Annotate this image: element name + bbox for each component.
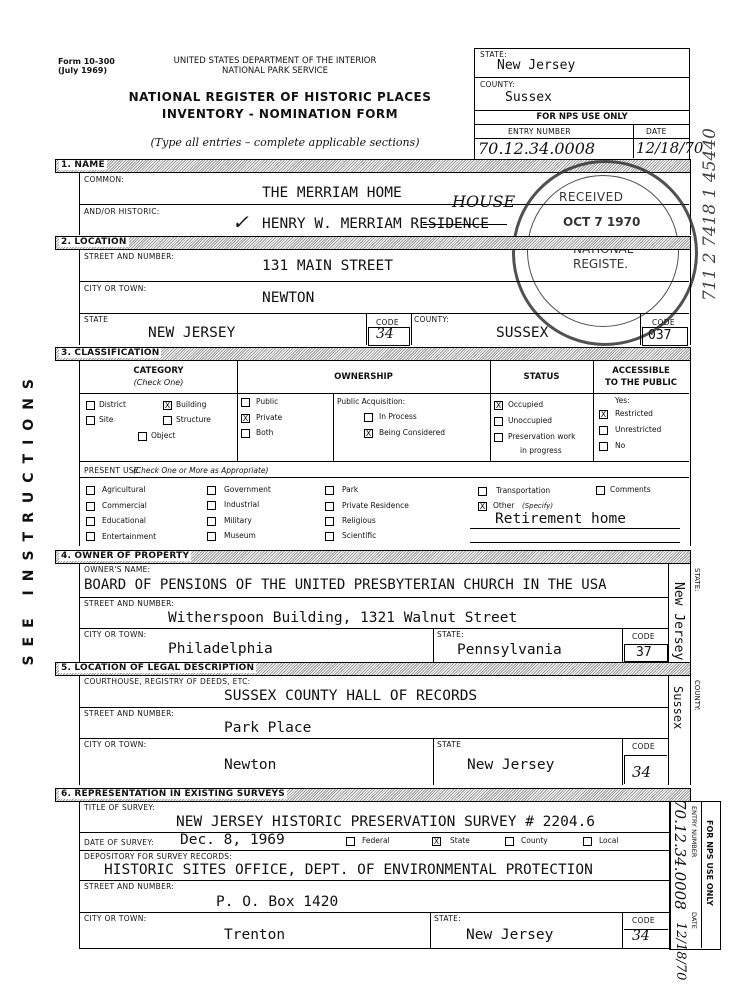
margin-handwriting: 711 2 7418 1 45440 — [700, 128, 720, 302]
survey-street-value: P. O. Box 1420 — [216, 894, 339, 910]
access-no-checkbox[interactable] — [599, 442, 608, 451]
owner-street-label: STREET AND NUMBER: — [84, 599, 175, 608]
use-other-value: Retirement home — [495, 511, 626, 527]
ownership-both-checkbox[interactable] — [241, 429, 250, 438]
accessible-header-2: TO THE PUBLIC — [604, 378, 678, 388]
survey-state-value: New Jersey — [466, 927, 554, 943]
category-site-label: Site — [99, 415, 114, 424]
survey-code-value: 34 — [632, 928, 650, 944]
category-building-checkbox[interactable]: X — [164, 401, 171, 410]
status-header: STATUS — [523, 372, 560, 382]
category-subheader: (Check One) — [133, 378, 184, 387]
use-entertainment-label: Entertainment — [102, 532, 157, 541]
use-religious-checkbox[interactable] — [325, 517, 334, 526]
status-preservation-sub: in progress — [520, 446, 562, 455]
survey-federal-checkbox[interactable] — [346, 837, 355, 846]
use-museum-checkbox[interactable] — [207, 532, 216, 541]
entry-date-value: 12/18/70 — [636, 139, 704, 157]
survey-date-label: DATE OF SURVEY: — [84, 838, 155, 847]
category-district-label: District — [99, 400, 126, 409]
use-other-checkbox[interactable]: X — [479, 502, 486, 511]
top-state-label: STATE: — [480, 50, 507, 59]
access-no-label: No — [615, 441, 626, 450]
legal-code-label: CODE — [632, 742, 655, 751]
acquisition-in-process-checkbox[interactable] — [364, 413, 373, 422]
ownership-private-label: Private — [256, 413, 283, 422]
historic-name-correction: HOUSE — [452, 192, 516, 211]
access-restricted-label: Restricted — [615, 409, 653, 418]
historic-check-mark: ✓ — [232, 210, 249, 234]
owner-code-label: CODE — [632, 632, 655, 641]
location-street-label: STREET AND NUMBER: — [84, 252, 175, 261]
use-entertainment-checkbox[interactable] — [86, 532, 95, 541]
legal-code-value: 34 — [632, 763, 652, 781]
status-unoccupied-label: Unoccupied — [508, 416, 553, 425]
location-state-label: STATE — [84, 315, 109, 324]
owner-code-value: 37 — [636, 645, 652, 660]
category-object-checkbox[interactable] — [138, 432, 147, 441]
legal-side-county-label: COUNTY: — [693, 680, 701, 711]
courthouse-label: COURTHOUSE, REGISTRY OF DEEDS, ETC: — [84, 677, 251, 686]
survey-city-value: Trenton — [224, 927, 286, 943]
entry-number-value: 70.12.34.0008 — [478, 139, 596, 158]
use-other-specify: (Specify) — [522, 502, 554, 510]
location-county-value: SUSSEX — [496, 325, 549, 341]
top-state-value: New Jersey — [497, 58, 576, 73]
use-educational-label: Educational — [102, 516, 147, 525]
use-agricultural-label: Agricultural — [102, 485, 146, 494]
side-entry-value: 70.12.34.0008 — [671, 800, 689, 910]
section-location-header: 2. LOCATION — [55, 236, 691, 250]
entry-number-label: ENTRY NUMBER — [508, 127, 571, 136]
location-county-code-label: CODE — [652, 318, 675, 327]
survey-code-label: CODE — [632, 916, 655, 925]
survey-title-label: TITLE OF SURVEY: — [84, 803, 156, 812]
use-scientific-checkbox[interactable] — [325, 532, 334, 541]
location-county-label: COUNTY: — [414, 315, 450, 324]
historic-name-value: HENRY W. MERRIAM RESIDENCE — [262, 216, 489, 232]
ownership-public-checkbox[interactable] — [241, 398, 250, 407]
ownership-header: OWNERSHIP — [334, 372, 393, 382]
status-preservation-label: Preservation work — [508, 432, 576, 441]
survey-local-label: Local — [599, 836, 619, 845]
present-use-note: (Check One or More as Appropriate) — [133, 466, 269, 475]
category-site-checkbox[interactable] — [86, 416, 95, 425]
use-government-label: Government — [224, 485, 271, 494]
type-instructions: (Type all entries – complete applicable sections) — [150, 136, 420, 149]
see-instructions-label: SEE INSTRUCTIONS — [21, 370, 37, 666]
owner-side-state-value: New Jersey — [671, 582, 686, 661]
legal-state-value: New Jersey — [467, 757, 555, 773]
survey-city-label: CITY OR TOWN: — [84, 914, 147, 923]
top-county-value: Sussex — [505, 90, 552, 105]
depository-value: HISTORIC SITES OFFICE, DEPT. OF ENVIRONMENTAL PROTECTION — [104, 862, 593, 878]
survey-state-label: State — [450, 836, 470, 845]
owner-city-label: CITY OR TOWN: — [84, 630, 147, 639]
ownership-private-checkbox[interactable]: X — [242, 414, 249, 423]
access-unrestricted-checkbox[interactable] — [599, 426, 608, 435]
use-comments-checkbox[interactable] — [596, 486, 605, 495]
public-acquisition-label: Public Acquisition: — [337, 397, 406, 406]
location-state-code-label: CODE — [376, 318, 399, 327]
survey-title-value: NEW JERSEY HISTORIC PRESERVATION SURVEY # 2204.6 — [176, 814, 596, 830]
use-transportation-label: Transportation — [496, 486, 551, 495]
legal-street-label: STREET AND NUMBER: — [84, 709, 175, 718]
use-scientific-label: Scientific — [342, 531, 377, 540]
owner-city-value: Philadelphia — [168, 641, 273, 657]
form-number: Form 10-300 — [58, 57, 115, 66]
survey-county-label: County — [521, 836, 548, 845]
category-structure-checkbox[interactable] — [163, 416, 172, 425]
use-other-label: Other — [493, 501, 515, 510]
use-transportation-checkbox[interactable] — [478, 487, 487, 496]
category-building-label: Building — [176, 400, 207, 409]
use-commercial-label: Commercial — [102, 501, 147, 510]
accessible-header: ACCESSIBLE — [612, 366, 670, 376]
owner-name-label: OWNER'S NAME: — [84, 565, 151, 574]
section-name-header: 1. NAME — [55, 159, 691, 173]
stamp-received-text: RECEIVED — [559, 190, 624, 204]
owner-name-value: BOARD OF PENSIONS OF THE UNITED PRESBYTERIAN CHURCH IN THE USA — [84, 577, 607, 593]
use-comments-label: Comments — [610, 485, 651, 494]
use-museum-label: Museum — [224, 531, 256, 540]
location-street-value: 131 MAIN STREET — [262, 258, 393, 274]
acquisition-considered-label: Being Considered — [379, 428, 445, 437]
legal-street-value: Park Place — [224, 720, 312, 736]
use-military-label: Military — [224, 516, 252, 525]
side-date-label: DATE — [690, 912, 698, 929]
location-state-code-value: 34 — [376, 326, 394, 342]
legal-state-label: STATE — [437, 740, 462, 749]
status-occupied-label: Occupied — [508, 400, 544, 409]
top-date-label: DATE — [646, 127, 667, 136]
depository-label: DEPOSITORY FOR SURVEY RECORDS: — [84, 852, 233, 861]
use-industrial-label: Industrial — [224, 500, 260, 509]
side-nps-label: FOR NPS USE ONLY — [705, 820, 714, 906]
ownership-public-label: Public — [256, 397, 279, 406]
use-educational-checkbox[interactable] — [86, 517, 95, 526]
use-private-residence-label: Private Residence — [342, 501, 409, 510]
service-name: NATIONAL PARK SERVICE — [222, 66, 328, 76]
category-header: CATEGORY — [133, 366, 184, 376]
location-city-label: CITY OR TOWN: — [84, 284, 147, 293]
common-name-label: COMMON: — [84, 175, 125, 184]
status-occupied-checkbox[interactable]: X — [495, 401, 502, 410]
section-surveys-header: 6. REPRESENTATION IN EXISTING SURVEYS — [55, 788, 691, 802]
legal-city-label: CITY OR TOWN: — [84, 740, 147, 749]
owner-side-state-label: STATE: — [693, 568, 701, 592]
survey-county-checkbox[interactable] — [505, 837, 514, 846]
use-park-label: Park — [342, 485, 359, 494]
present-use-label: PRESENT USE — [84, 466, 139, 475]
status-unoccupied-checkbox[interactable] — [494, 417, 503, 426]
survey-federal-label: Federal — [362, 836, 390, 845]
section-classification-header: 3. CLASSIFICATION — [55, 347, 691, 361]
access-yes-label: Yes: — [615, 396, 630, 405]
survey-state-checkbox[interactable]: X — [433, 837, 440, 846]
stamp-line2: REGISTE. — [573, 257, 629, 271]
use-military-checkbox[interactable] — [207, 517, 216, 526]
form-title: NATIONAL REGISTER OF HISTORIC PLACES — [128, 90, 432, 104]
top-county-label: COUNTY: — [480, 80, 516, 89]
acquisition-considered-checkbox[interactable]: X — [365, 429, 372, 438]
location-city-value: NEWTON — [262, 290, 315, 306]
access-restricted-checkbox[interactable]: X — [600, 410, 607, 419]
survey-state-label-field: STATE: — [434, 914, 461, 923]
side-date-value: 12/18/70 — [673, 922, 688, 981]
nps-use-only-label: FOR NPS USE ONLY — [536, 112, 628, 122]
owner-street-value: Witherspoon Building, 1321 Walnut Street — [168, 610, 518, 626]
use-industrial-checkbox[interactable] — [207, 501, 216, 510]
use-park-checkbox[interactable] — [325, 486, 334, 495]
category-structure-label: Structure — [176, 415, 211, 424]
section-owner-header: 4. OWNER OF PROPERTY — [55, 550, 691, 564]
form-subtitle: INVENTORY - NOMINATION FORM — [161, 107, 399, 121]
use-commercial-checkbox[interactable] — [86, 502, 95, 511]
use-religious-label: Religious — [342, 516, 376, 525]
owner-state-value: Pennsylvania — [457, 642, 562, 658]
survey-date-value: Dec. 8, 1969 — [180, 832, 285, 848]
legal-city-value: Newton — [224, 757, 277, 773]
department-name: UNITED STATES DEPARTMENT OF THE INTERIOR — [173, 56, 377, 66]
status-preservation-checkbox[interactable] — [494, 433, 503, 442]
common-name-value: THE MERRIAM HOME — [262, 185, 402, 201]
owner-state-label: STATE: — [437, 630, 464, 639]
access-unrestricted-label: Unrestricted — [615, 425, 662, 434]
use-agricultural-checkbox[interactable] — [86, 486, 95, 495]
side-entry-label: ENTRY NUMBER — [690, 806, 698, 858]
stamp-date-text: OCT 7 1970 — [563, 215, 641, 229]
use-government-checkbox[interactable] — [207, 486, 216, 495]
survey-local-checkbox[interactable] — [583, 837, 592, 846]
location-state-value: NEW JERSEY — [148, 325, 236, 341]
form-date: (July 1969) — [58, 66, 107, 75]
section-legal-header: 5. LOCATION OF LEGAL DESCRIPTION — [55, 662, 691, 676]
survey-street-label: STREET AND NUMBER: — [84, 882, 175, 891]
legal-side-county-value: Sussex — [671, 686, 685, 730]
acquisition-in-process-label: In Process — [379, 412, 417, 421]
courthouse-value: SUSSEX COUNTY HALL OF RECORDS — [224, 688, 478, 704]
use-private-residence-checkbox[interactable] — [325, 502, 334, 511]
category-object-label: Object — [151, 431, 176, 440]
ownership-both-label: Both — [256, 428, 274, 437]
location-county-code-value: 037 — [648, 328, 672, 343]
historic-name-label: AND/OR HISTORIC: — [84, 207, 160, 216]
category-district-checkbox[interactable] — [86, 401, 95, 410]
